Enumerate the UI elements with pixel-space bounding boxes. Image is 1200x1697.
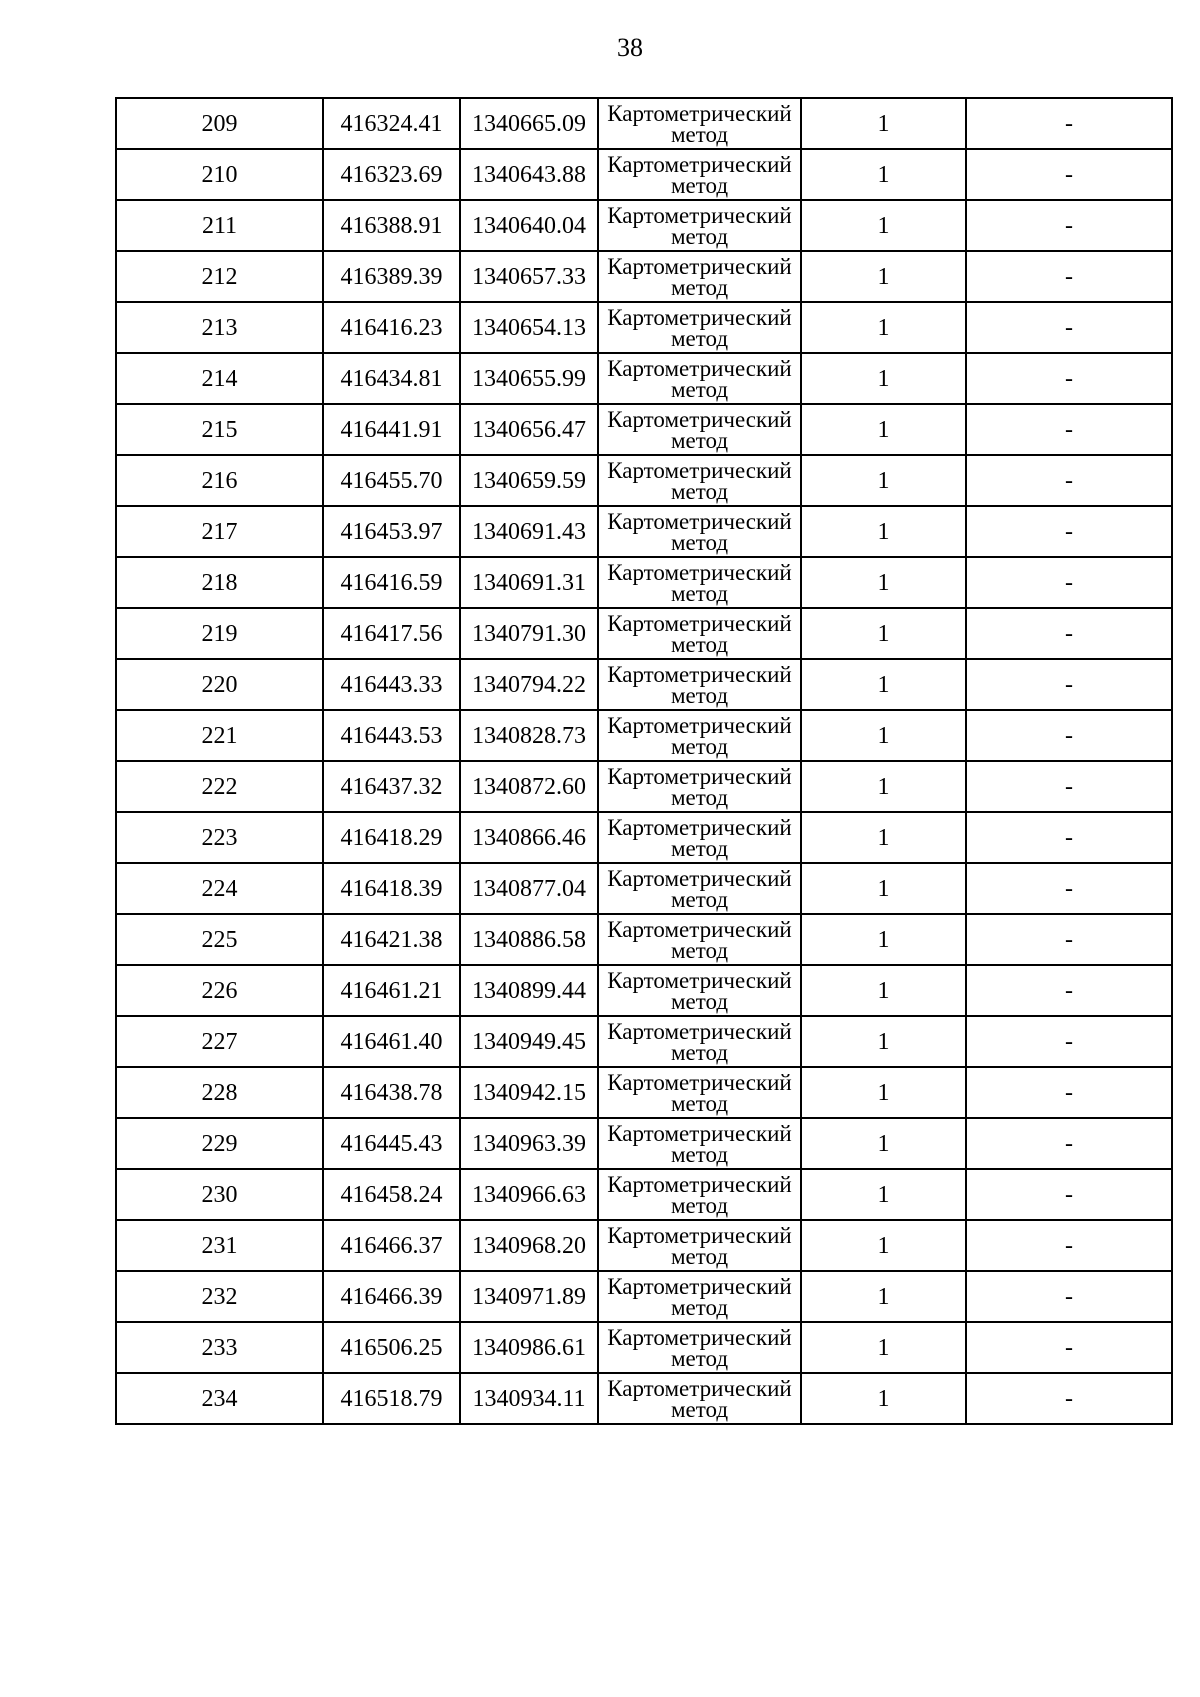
point-number-cell: 224	[116, 863, 323, 914]
method-line-1: Картометрический	[607, 1325, 792, 1350]
method-line-1: Картометрический	[607, 152, 792, 177]
point-number-cell: 232	[116, 1271, 323, 1322]
table-row	[116, 863, 1172, 914]
description-cell: -	[966, 404, 1172, 455]
point-number-cell: 217	[116, 506, 323, 557]
table-row	[116, 1220, 1172, 1271]
page-number: 38	[617, 33, 643, 62]
description-cell: -	[966, 98, 1172, 149]
description-cell: -	[966, 812, 1172, 863]
method-cell	[598, 761, 801, 812]
accuracy-cell: 1	[801, 1271, 966, 1322]
y-coordinate-cell: 1340791.30	[460, 608, 598, 659]
description-cell: -	[966, 965, 1172, 1016]
accuracy-cell: 1	[801, 1220, 966, 1271]
point-number-cell: 221	[116, 710, 323, 761]
y-coordinate-cell: 1340691.31	[460, 557, 598, 608]
x-coordinate-cell: 416438.78	[323, 1067, 460, 1118]
point-number-cell: 211	[116, 200, 323, 251]
y-coordinate-cell: 1340899.44	[460, 965, 598, 1016]
method-line-2: метод	[670, 1142, 729, 1167]
description-cell: -	[966, 506, 1172, 557]
method-cell	[598, 557, 801, 608]
point-number-cell: 228	[116, 1067, 323, 1118]
method-cell	[598, 710, 801, 761]
method-cell	[598, 965, 801, 1016]
method-line-1: Картометрический	[607, 1376, 792, 1401]
point-number-cell: 210	[116, 149, 323, 200]
y-coordinate-cell: 1340691.43	[460, 506, 598, 557]
y-coordinate-cell: 1340971.89	[460, 1271, 598, 1322]
accuracy-cell: 1	[801, 455, 966, 506]
y-coordinate-cell: 1340866.46	[460, 812, 598, 863]
accuracy-cell: 1	[801, 710, 966, 761]
method-line-2: метод	[670, 1040, 729, 1065]
x-coordinate-cell: 416416.59	[323, 557, 460, 608]
description-cell: -	[966, 1016, 1172, 1067]
method-cell	[598, 1373, 801, 1424]
accuracy-cell: 1	[801, 302, 966, 353]
method-line-2: метод	[670, 1295, 729, 1320]
table-row	[116, 1373, 1172, 1424]
coordinates-table	[115, 97, 1173, 1425]
table-row	[116, 1067, 1172, 1118]
accuracy-cell: 1	[801, 557, 966, 608]
method-cell	[598, 149, 801, 200]
accuracy-cell: 1	[801, 659, 966, 710]
method-line-1: Картометрический	[607, 815, 792, 840]
x-coordinate-cell: 416389.39	[323, 251, 460, 302]
method-line-2: метод	[670, 938, 729, 963]
accuracy-cell: 1	[801, 98, 966, 149]
method-cell	[598, 353, 801, 404]
point-number-cell: 209	[116, 98, 323, 149]
y-coordinate-cell: 1340643.88	[460, 149, 598, 200]
method-cell	[598, 455, 801, 506]
x-coordinate-cell: 416443.53	[323, 710, 460, 761]
point-number-cell: 233	[116, 1322, 323, 1373]
description-cell: -	[966, 761, 1172, 812]
method-cell	[598, 1118, 801, 1169]
description-cell: -	[966, 1322, 1172, 1373]
description-cell: -	[966, 1118, 1172, 1169]
description-cell: -	[966, 149, 1172, 200]
accuracy-cell: 1	[801, 1169, 966, 1220]
table-row	[116, 761, 1172, 812]
method-line-1: Картометрический	[607, 509, 792, 534]
x-coordinate-cell: 416443.33	[323, 659, 460, 710]
coordinates-table-body	[116, 98, 1172, 1424]
table-row	[116, 302, 1172, 353]
table-row	[116, 1118, 1172, 1169]
method-cell	[598, 251, 801, 302]
point-number-cell: 229	[116, 1118, 323, 1169]
method-line-2: метод	[670, 530, 729, 555]
method-line-2: метод	[670, 1091, 729, 1116]
y-coordinate-cell: 1340886.58	[460, 914, 598, 965]
y-coordinate-cell: 1340934.11	[460, 1373, 598, 1424]
method-cell	[598, 1169, 801, 1220]
table-row	[116, 200, 1172, 251]
x-coordinate-cell: 416421.38	[323, 914, 460, 965]
accuracy-cell: 1	[801, 149, 966, 200]
x-coordinate-cell: 416461.21	[323, 965, 460, 1016]
description-cell: -	[966, 251, 1172, 302]
table-row	[116, 659, 1172, 710]
table-row	[116, 353, 1172, 404]
x-coordinate-cell: 416324.41	[323, 98, 460, 149]
point-number-cell: 231	[116, 1220, 323, 1271]
y-coordinate-cell: 1340963.39	[460, 1118, 598, 1169]
method-line-2: метод	[670, 428, 729, 453]
method-cell	[598, 1322, 801, 1373]
y-coordinate-cell: 1340659.59	[460, 455, 598, 506]
y-coordinate-cell: 1340794.22	[460, 659, 598, 710]
method-line-1: Картометрический	[607, 1223, 792, 1248]
method-cell	[598, 812, 801, 863]
method-line-2: метод	[670, 683, 729, 708]
point-number-cell: 215	[116, 404, 323, 455]
description-cell: -	[966, 557, 1172, 608]
method-line-1: Картометрический	[607, 1172, 792, 1197]
table-row	[116, 506, 1172, 557]
method-line-2: метод	[670, 122, 729, 147]
accuracy-cell: 1	[801, 761, 966, 812]
method-line-1: Картометрический	[607, 866, 792, 891]
method-line-1: Картометрический	[607, 458, 792, 483]
accuracy-cell: 1	[801, 251, 966, 302]
method-cell	[598, 302, 801, 353]
method-cell	[598, 914, 801, 965]
y-coordinate-cell: 1340655.99	[460, 353, 598, 404]
point-number-cell: 234	[116, 1373, 323, 1424]
accuracy-cell: 1	[801, 608, 966, 659]
x-coordinate-cell: 416458.24	[323, 1169, 460, 1220]
x-coordinate-cell: 416417.56	[323, 608, 460, 659]
method-line-2: метод	[670, 887, 729, 912]
method-line-2: метод	[670, 326, 729, 351]
x-coordinate-cell: 416418.29	[323, 812, 460, 863]
accuracy-cell: 1	[801, 1373, 966, 1424]
point-number-cell: 213	[116, 302, 323, 353]
method-line-1: Картометрический	[607, 305, 792, 330]
method-line-2: метод	[670, 581, 729, 606]
accuracy-cell: 1	[801, 1118, 966, 1169]
x-coordinate-cell: 416434.81	[323, 353, 460, 404]
method-line-1: Картометрический	[607, 764, 792, 789]
x-coordinate-cell: 416441.91	[323, 404, 460, 455]
table-row	[116, 149, 1172, 200]
description-cell: -	[966, 659, 1172, 710]
method-line-2: метод	[670, 479, 729, 504]
table-row	[116, 608, 1172, 659]
accuracy-cell: 1	[801, 914, 966, 965]
table-row	[116, 251, 1172, 302]
y-coordinate-cell: 1340986.61	[460, 1322, 598, 1373]
point-number-cell: 219	[116, 608, 323, 659]
x-coordinate-cell: 416437.32	[323, 761, 460, 812]
x-coordinate-cell: 416518.79	[323, 1373, 460, 1424]
method-line-1: Картометрический	[607, 254, 792, 279]
description-cell: -	[966, 455, 1172, 506]
point-number-cell: 220	[116, 659, 323, 710]
method-line-1: Картометрический	[607, 1121, 792, 1146]
method-cell	[598, 608, 801, 659]
y-coordinate-cell: 1340828.73	[460, 710, 598, 761]
description-cell: -	[966, 353, 1172, 404]
table-row	[116, 557, 1172, 608]
method-cell	[598, 659, 801, 710]
point-number-cell: 226	[116, 965, 323, 1016]
method-line-2: метод	[670, 173, 729, 198]
point-number-cell: 223	[116, 812, 323, 863]
method-cell	[598, 1067, 801, 1118]
method-cell	[598, 1016, 801, 1067]
table-row	[116, 812, 1172, 863]
point-number-cell: 227	[116, 1016, 323, 1067]
accuracy-cell: 1	[801, 200, 966, 251]
table-row	[116, 914, 1172, 965]
table-row	[116, 1016, 1172, 1067]
x-coordinate-cell: 416445.43	[323, 1118, 460, 1169]
accuracy-cell: 1	[801, 404, 966, 455]
method-line-1: Картометрический	[607, 356, 792, 381]
accuracy-cell: 1	[801, 812, 966, 863]
x-coordinate-cell: 416418.39	[323, 863, 460, 914]
table-row	[116, 1169, 1172, 1220]
x-coordinate-cell: 416466.39	[323, 1271, 460, 1322]
y-coordinate-cell: 1340654.13	[460, 302, 598, 353]
table-row	[116, 710, 1172, 761]
y-coordinate-cell: 1340966.63	[460, 1169, 598, 1220]
description-cell: -	[966, 1067, 1172, 1118]
accuracy-cell: 1	[801, 965, 966, 1016]
y-coordinate-cell: 1340877.04	[460, 863, 598, 914]
method-cell	[598, 200, 801, 251]
point-number-cell: 230	[116, 1169, 323, 1220]
method-line-1: Картометрический	[607, 560, 792, 585]
method-line-1: Картометрический	[607, 1274, 792, 1299]
y-coordinate-cell: 1340656.47	[460, 404, 598, 455]
method-line-2: метод	[670, 1193, 729, 1218]
description-cell: -	[966, 200, 1172, 251]
method-line-1: Картометрический	[607, 611, 792, 636]
y-coordinate-cell: 1340949.45	[460, 1016, 598, 1067]
method-line-1: Картометрический	[607, 101, 792, 126]
accuracy-cell: 1	[801, 506, 966, 557]
y-coordinate-cell: 1340640.04	[460, 200, 598, 251]
table-row	[116, 404, 1172, 455]
y-coordinate-cell: 1340942.15	[460, 1067, 598, 1118]
method-line-1: Картометрический	[607, 917, 792, 942]
method-line-1: Картометрический	[607, 662, 792, 687]
description-cell: -	[966, 863, 1172, 914]
method-line-2: метод	[670, 1346, 729, 1371]
point-number-cell: 216	[116, 455, 323, 506]
method-line-2: метод	[670, 275, 729, 300]
accuracy-cell: 1	[801, 1322, 966, 1373]
accuracy-cell: 1	[801, 353, 966, 404]
description-cell: -	[966, 710, 1172, 761]
x-coordinate-cell: 416461.40	[323, 1016, 460, 1067]
description-cell: -	[966, 302, 1172, 353]
table-row	[116, 98, 1172, 149]
description-cell: -	[966, 1373, 1172, 1424]
method-line-2: метод	[670, 1244, 729, 1269]
point-number-cell: 225	[116, 914, 323, 965]
x-coordinate-cell: 416416.23	[323, 302, 460, 353]
method-line-2: метод	[670, 632, 729, 657]
x-coordinate-cell: 416506.25	[323, 1322, 460, 1373]
x-coordinate-cell: 416455.70	[323, 455, 460, 506]
method-line-2: метод	[670, 989, 729, 1014]
method-line-1: Картометрический	[607, 407, 792, 432]
description-cell: -	[966, 1271, 1172, 1322]
table-row	[116, 1322, 1172, 1373]
method-line-1: Картометрический	[607, 1070, 792, 1095]
method-line-2: метод	[670, 224, 729, 249]
point-number-cell: 214	[116, 353, 323, 404]
x-coordinate-cell: 416466.37	[323, 1220, 460, 1271]
accuracy-cell: 1	[801, 1016, 966, 1067]
description-cell: -	[966, 1169, 1172, 1220]
y-coordinate-cell: 1340968.20	[460, 1220, 598, 1271]
method-line-1: Картометрический	[607, 203, 792, 228]
method-line-2: метод	[670, 1397, 729, 1422]
method-line-2: метод	[670, 836, 729, 861]
method-cell	[598, 506, 801, 557]
method-line-2: метод	[670, 734, 729, 759]
table-row	[116, 455, 1172, 506]
description-cell: -	[966, 1220, 1172, 1271]
method-cell	[598, 1220, 801, 1271]
method-cell	[598, 98, 801, 149]
method-cell	[598, 404, 801, 455]
y-coordinate-cell: 1340665.09	[460, 98, 598, 149]
method-line-1: Картометрический	[607, 968, 792, 993]
method-line-1: Картометрический	[607, 713, 792, 738]
method-cell	[598, 1271, 801, 1322]
point-number-cell: 218	[116, 557, 323, 608]
x-coordinate-cell: 416388.91	[323, 200, 460, 251]
y-coordinate-cell: 1340657.33	[460, 251, 598, 302]
method-line-2: метод	[670, 377, 729, 402]
description-cell: -	[966, 608, 1172, 659]
method-line-2: метод	[670, 785, 729, 810]
accuracy-cell: 1	[801, 1067, 966, 1118]
table-row	[116, 965, 1172, 1016]
method-cell	[598, 863, 801, 914]
accuracy-cell: 1	[801, 863, 966, 914]
x-coordinate-cell: 416323.69	[323, 149, 460, 200]
point-number-cell: 212	[116, 251, 323, 302]
table-row	[116, 1271, 1172, 1322]
method-line-1: Картометрический	[607, 1019, 792, 1044]
y-coordinate-cell: 1340872.60	[460, 761, 598, 812]
point-number-cell: 222	[116, 761, 323, 812]
x-coordinate-cell: 416453.97	[323, 506, 460, 557]
description-cell: -	[966, 914, 1172, 965]
